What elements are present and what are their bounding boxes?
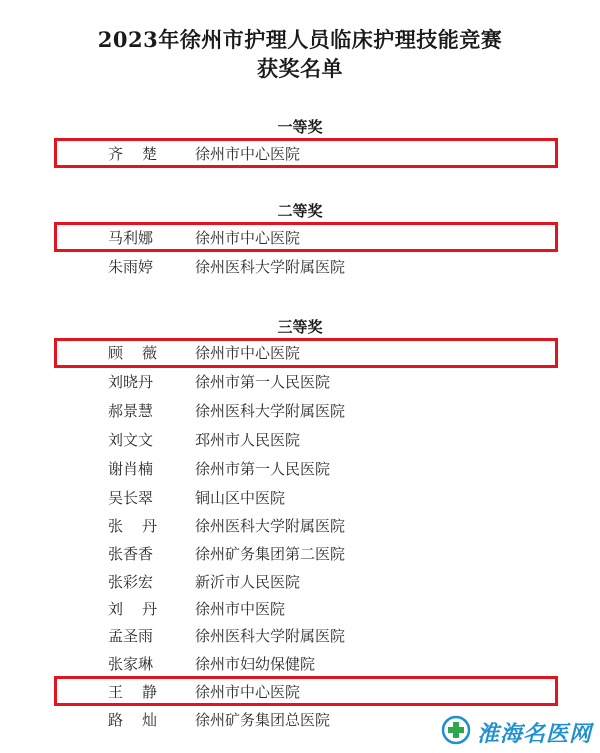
medical-cross-logo-icon: [439, 715, 473, 749]
list-item: [0, 399, 600, 423]
list-item: [0, 255, 600, 279]
winner-name: 刘晓丹: [108, 373, 154, 391]
winner-name: 谢肖楠: [108, 460, 154, 478]
winner-name: 张彩宏: [108, 573, 154, 591]
list-item: [0, 457, 600, 481]
document-subtitle: 获奖名单: [257, 56, 343, 81]
winner-name: 齐楚: [108, 145, 177, 163]
list-item: [0, 597, 600, 621]
section-third-prize-heading: 三等奖: [277, 318, 323, 336]
watermark-text: 淮海名医网: [476, 720, 592, 747]
list-item: [0, 570, 600, 594]
winner-hospital: 徐州医科大学附属医院: [195, 627, 346, 645]
winner-name: 王静: [108, 683, 177, 701]
winner-hospital: 邳州市人民医院: [195, 431, 301, 449]
list-item: [0, 370, 600, 394]
winner-hospital: 徐州市中心医院: [195, 344, 301, 362]
winner-hospital: 徐州市中心医院: [195, 145, 301, 163]
winner-hospital: 徐州市第一人民医院: [195, 460, 331, 478]
list-item: [0, 428, 600, 452]
winner-name: 张香香: [108, 545, 154, 563]
section-first-prize-heading: 一等奖: [277, 118, 323, 136]
winner-name: 刘文文: [108, 431, 154, 449]
winner-hospital: 徐州市中心医院: [195, 683, 301, 701]
watermark: [439, 717, 592, 747]
list-item: [0, 680, 600, 704]
winner-hospital: 徐州市中心医院: [195, 229, 301, 247]
document-title: 2023年徐州市护理人员临床护理技能竞赛: [97, 27, 503, 52]
winner-name: 吴长翠: [108, 489, 154, 507]
winner-name: 郝景慧: [108, 402, 154, 420]
list-item: [0, 514, 600, 538]
winner-hospital: 徐州市第一人民医院: [195, 373, 331, 391]
list-item: [0, 542, 600, 566]
winner-hospital: 徐州医科大学附属医院: [195, 258, 346, 276]
winner-name: 马利娜: [108, 229, 154, 247]
list-item: [0, 624, 600, 648]
winner-hospital: 徐州矿务集团第二医院: [195, 545, 346, 563]
winner-name: 刘丹: [108, 600, 177, 618]
winner-name: 路灿: [108, 711, 177, 729]
winner-name: 顾薇: [108, 344, 177, 362]
winner-hospital: 徐州医科大学附属医院: [195, 517, 346, 535]
list-item: [0, 486, 600, 510]
winner-hospital: 新沂市人民医院: [195, 573, 301, 591]
winner-hospital: 徐州医科大学附属医院: [195, 402, 346, 420]
list-item: [0, 652, 600, 676]
list-item: [0, 142, 600, 166]
winner-hospital: 徐州矿务集团总医院: [195, 711, 331, 729]
winner-name: 朱雨婷: [108, 258, 154, 276]
winner-hospital: 铜山区中医院: [195, 489, 286, 507]
list-item: [0, 226, 600, 250]
list-item: [0, 341, 600, 365]
winner-name: 孟圣雨: [108, 627, 154, 645]
section-second-prize-heading: 二等奖: [277, 202, 323, 220]
winner-name: 张丹: [108, 517, 177, 535]
winner-name: 张家琳: [108, 655, 154, 673]
winner-hospital: 徐州市妇幼保健院: [195, 655, 316, 673]
winner-hospital: 徐州市中医院: [195, 600, 286, 618]
